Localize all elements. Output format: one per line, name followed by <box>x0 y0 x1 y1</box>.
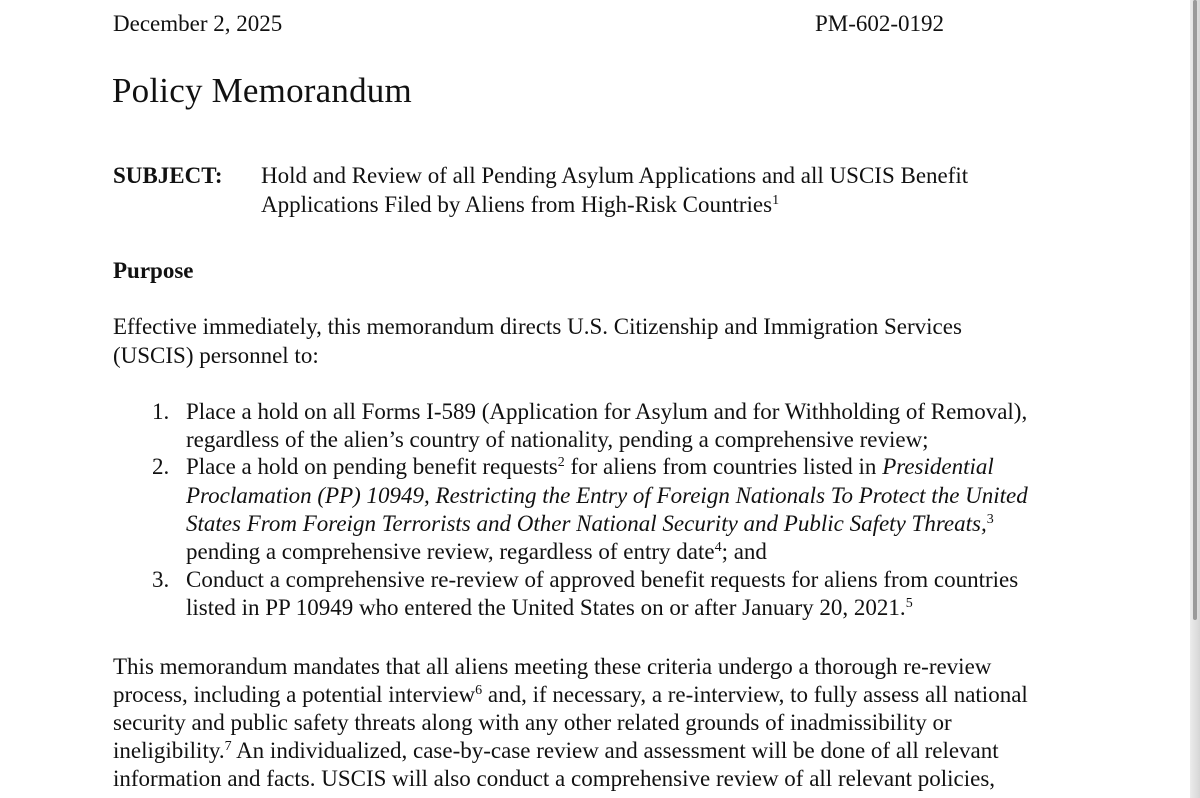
list-item-2-line-1-a: Place a hold on pending benefit requests <box>186 454 558 479</box>
subject-line-1: Hold and Review of all Pending Asylum Applications and all USCIS Benefit <box>261 163 969 188</box>
list-item-1-line-2: regardless of the alien’s country of nationality, pending a comprehensive review; <box>186 427 929 452</box>
list-item-3-line-2-text: listed in PP 10949 who entered the United States on or after January 20, 2021. <box>186 595 906 620</box>
list-item-1-line-1: Place a hold on all Forms I-589 (Application for Asylum and for Withholding of Removal), <box>186 399 1028 424</box>
memo-date: December 2, 2025 <box>113 11 283 36</box>
list-item-2-line-3 <box>186 512 994 535</box>
section-heading-purpose: Purpose <box>113 258 194 283</box>
list-item-2-line-2-italic: Proclamation (PP) 10949, Restricting the Entry of Foreign Nationals To Protect the United <box>186 483 1028 508</box>
list-item-2-line-4-b: ; and <box>721 539 767 564</box>
subject-label: SUBJECT: <box>113 163 223 188</box>
purpose-intro-line-1: Effective immediately, this memorandum directs U.S. Citizenship and Immigration Services <box>113 314 962 339</box>
closing-line-4 <box>113 739 999 762</box>
scrollbar[interactable] <box>1190 0 1200 798</box>
footnote-ref-5[interactable]: 5 <box>905 596 913 611</box>
list-item-2-line-2 <box>186 484 1028 507</box>
list-item-2-line-4 <box>186 540 767 563</box>
list-item-3-line-2 <box>186 596 913 619</box>
purpose-intro-line-2: (USCIS) personnel to: <box>113 343 319 368</box>
list-item-2-number: 2. <box>152 454 170 479</box>
list-item-2-line-3-italic: States From Foreign Terrorists and Other National Security and Public Safety Threats, <box>186 511 987 536</box>
list-item-2-line-1-italic: Presidential <box>882 454 994 479</box>
closing-line-1: This memorandum mandates that all aliens meeting these criteria undergo a thorough re-review <box>113 654 992 679</box>
closing-line-3: security and public safety threats along with any other related grounds of inadmissibility or <box>113 710 952 735</box>
list-item-2-line-1 <box>186 455 994 478</box>
closing-line-2 <box>113 683 1028 706</box>
footnote-ref-2[interactable]: 2 <box>557 455 565 470</box>
footnote-ref-1[interactable]: 1 <box>772 193 780 208</box>
closing-line-4-b: An individualized, case-by-case review and assessment will be done of all relevant <box>231 738 999 763</box>
closing-line-2-a: process, including a potential interview <box>113 682 476 707</box>
closing-line-2-b: and, if necessary, a re-interview, to fully assess all national <box>482 682 1028 707</box>
list-item-3-number: 3. <box>152 567 170 592</box>
footnote-ref-6[interactable]: 6 <box>475 683 483 698</box>
list-item-3-line-1: Conduct a comprehensive re-review of approved benefit requests for aliens from countries <box>186 567 1019 592</box>
closing-line-4-a: ineligibility. <box>113 738 225 763</box>
list-item-1-number: 1. <box>152 399 170 424</box>
memo-number: PM-602-0192 <box>815 11 945 36</box>
subject-line-2-text: Applications Filed by Aliens from High-Risk Countries <box>261 192 773 217</box>
list-item-2-line-1-b: for aliens from countries listed in <box>564 454 883 479</box>
closing-line-5: information and facts. USCIS will also conduct a comprehensive review of all relevant policies, <box>113 766 996 791</box>
page-title: Policy Memorandum <box>112 71 412 110</box>
footnote-ref-3[interactable]: 3 <box>986 512 994 527</box>
footnote-ref-7[interactable]: 7 <box>224 739 232 754</box>
footnote-ref-4[interactable]: 4 <box>714 540 722 555</box>
subject-line-2 <box>261 193 779 216</box>
list-item-2-line-4-a: pending a comprehensive review, regardless of entry date <box>186 539 715 564</box>
